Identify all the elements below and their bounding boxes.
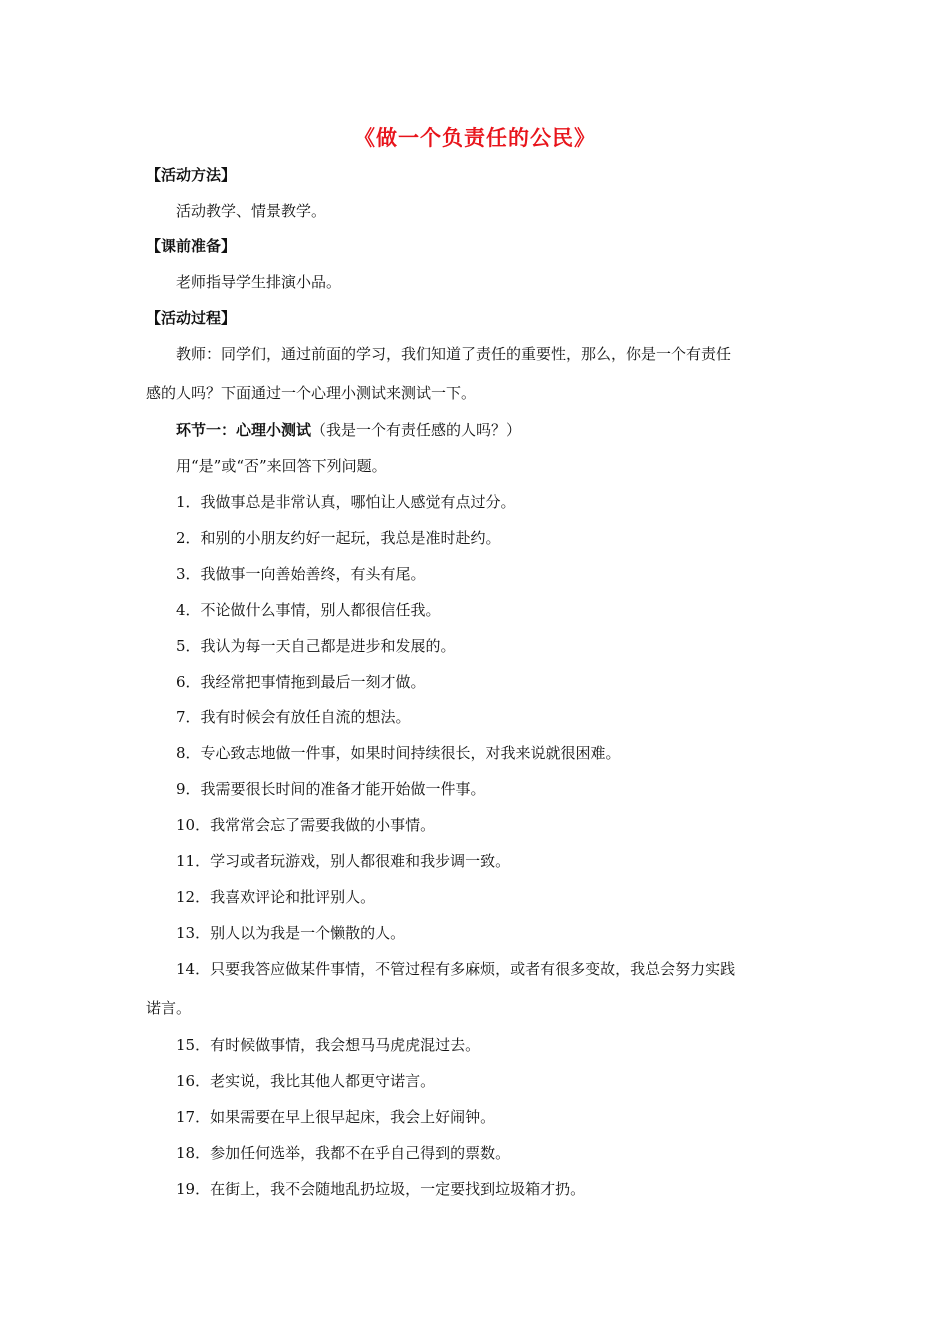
question-item: 5．我认为每一天自己都是进步和发展的。 [176,637,456,655]
question-item: 19．在街上，我不会随地乱扔垃圾，一定要找到垃圾箱才扔。 [176,1180,586,1198]
question-item: 4．不论做什么事情，别人都很信任我。 [176,601,441,619]
question-item: 7．我有时候会有放任自流的想法。 [176,708,411,726]
prep-heading: 【课前准备】 [146,237,237,255]
intro-line-2: 感的人吗？下面通过一个心理小测试来测试一下。 [146,384,477,402]
question-item: 18．参加任何选举，我都不在乎自己得到的票数。 [176,1144,511,1162]
document-title: 《做一个负责任的公民》 [354,126,596,150]
segment-heading [176,420,521,440]
instruction-text: 用“是”或“否”来回答下列问题。 [176,457,387,475]
question-item: 14．只要我答应做某件事情，不管过程有多麻烦，或者有很多变故，我总会努力实践 [176,960,736,978]
question-item: 3．我做事一向善始善终，有头有尾。 [176,565,426,583]
question-item: 11．学习或者玩游戏，别人都很难和我步调一致。 [176,852,511,870]
intro-line-1: 教师：同学们，通过前面的学习，我们知道了责任的重要性，那么，你是一个有责任 [176,345,732,363]
process-heading: 【活动过程】 [146,309,237,327]
question-item: 9．我需要很长时间的准备才能开始做一件事。 [176,780,486,798]
question-item: 1．我做事总是非常认真，哪怕让人感觉有点过分。 [176,493,516,511]
question-item: 17．如果需要在早上很早起床，我会上好闹钟。 [176,1108,496,1126]
method-text: 活动教学、情景教学。 [176,202,327,220]
prep-text: 老师指导学生排演小品。 [176,273,342,291]
question-item: 16．老实说，我比其他人都更守诺言。 [176,1072,436,1090]
question-item-continued: 诺言。 [146,999,192,1017]
method-heading: 【活动方法】 [146,166,237,184]
question-item: 13．别人以为我是一个懒散的人。 [176,924,406,942]
question-item: 10．我常常会忘了需要我做的小事情。 [176,816,436,834]
segment-note: （我是一个有责任感的人吗？） [311,421,522,439]
question-item: 6．我经常把事情拖到最后一刻才做。 [176,673,426,691]
segment-label: 环节一：心理小测试 [176,421,312,439]
question-item: 15．有时候做事情，我会想马马虎虎混过去。 [176,1036,481,1054]
question-item: 2．和别的小朋友约好一起玩，我总是准时赴约。 [176,529,501,547]
question-item: 8．专心致志地做一件事，如果时间持续很长，对我来说就很困难。 [176,744,621,762]
question-item: 12．我喜欢评论和批评别人。 [176,888,376,906]
